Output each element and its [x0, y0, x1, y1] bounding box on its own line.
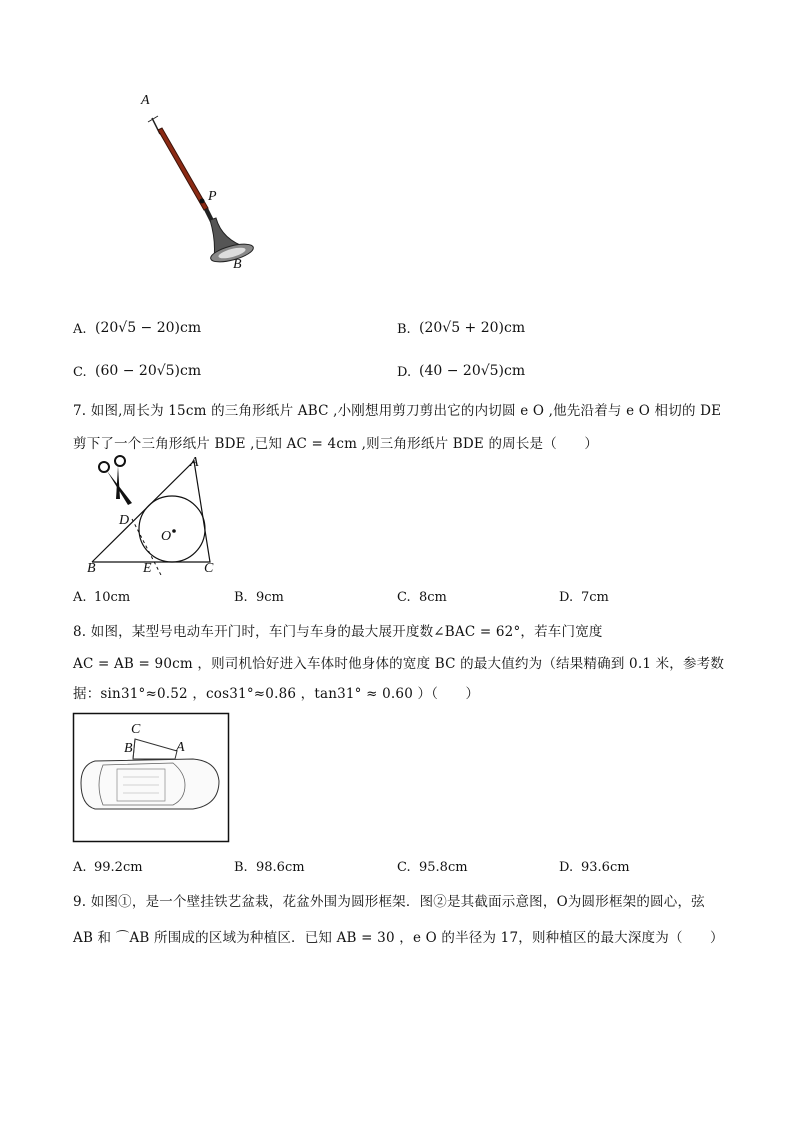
- q8-option-c-key: C.: [397, 860, 411, 875]
- label-a: A: [141, 93, 150, 108]
- q8-label-a: A: [176, 740, 185, 755]
- q7-label-d: D: [119, 513, 130, 528]
- q8-option-a-text: 99.2cm: [94, 860, 143, 875]
- q7-option-b-text: 9cm: [256, 590, 284, 605]
- q7-label-a: A: [190, 455, 199, 470]
- q9-stem-line2: AB 和 ⌒AB 所围成的区域为种植区．已知 AB = 30 ，e O 的半径为 17，则种植区的最大深度为（ ）: [73, 930, 724, 946]
- q7-label-e: E: [143, 561, 152, 576]
- q7-option-a-text: 10cm: [94, 590, 131, 605]
- q6-option-a-key: A.: [73, 322, 87, 337]
- q8-option-d-key: D.: [559, 860, 574, 875]
- q6-option-d-key: D.: [397, 365, 412, 380]
- q6-option-b-text: (20√5 + 20)cm: [419, 320, 526, 336]
- label-p: P: [208, 189, 217, 204]
- q8-stem-line1: 8. 如图，某型号电动车开门时，车门与车身的最大展开度数∠BAC = 62°，若车门宽度: [73, 624, 603, 640]
- q7-stem-line1: 7. 如图,周长为 15cm 的三角形纸片 ABC ,小刚想用剪刀剪出它的内切圆 e O ,他先沿着与 e O 相切的 DE: [73, 403, 722, 419]
- q8-option-a-key: A.: [73, 860, 87, 875]
- q6-option-d-text: (40 − 20√5)cm: [419, 363, 526, 379]
- q8-label-c: C: [131, 722, 141, 737]
- q7-label-o: O: [161, 529, 172, 544]
- q8-stem-line3: 据：sin31°≈0.52 ，cos31°≈0.86 ，tan31° ≈ 0.60 ）（ ）: [73, 686, 480, 702]
- q8-stem-line2: AC = AB = 90cm ，则司机恰好进入车体时他身体的宽度 BC 的最大值约为（结果精确到 0.1 米，参考数: [73, 656, 725, 672]
- q7-label-b: B: [87, 561, 96, 576]
- label-b: B: [233, 257, 242, 272]
- q7-option-d-text: 7cm: [581, 590, 609, 605]
- q8-option-b-key: B.: [234, 860, 248, 875]
- q8-car-figure: [73, 713, 229, 842]
- q8-option-b-text: 98.6cm: [256, 860, 305, 875]
- q7-option-c-key: C.: [397, 590, 411, 605]
- q6-option-a-text: (20√5 − 20)cm: [95, 320, 202, 336]
- suona-figure: [130, 90, 270, 280]
- q7-stem-line2: 剪下了一个三角形纸片 BDE ,已知 AC = 4cm ,则三角形纸片 BDE 的周长是（ ）: [73, 436, 599, 452]
- q7-option-b-key: B.: [234, 590, 248, 605]
- q6-option-b-key: B.: [397, 322, 411, 337]
- q7-triangle-figure: [90, 455, 220, 580]
- q7-option-c-text: 8cm: [419, 590, 447, 605]
- q7-option-d-key: D.: [559, 590, 574, 605]
- q7-label-c: C: [204, 561, 214, 576]
- q6-option-c-key: C.: [73, 365, 87, 380]
- q8-option-c-text: 95.8cm: [419, 860, 468, 875]
- q8-option-d-text: 93.6cm: [581, 860, 630, 875]
- q9-stem-line1: 9. 如图①，是一个壁挂铁艺盆栽，花盆外围为圆形框架．图②是其截面示意图，O为圆形框架的圆心，弦: [73, 894, 705, 910]
- q7-option-a-key: A.: [73, 590, 87, 605]
- q6-option-c-text: (60 − 20√5)cm: [95, 363, 202, 379]
- q8-label-b: B: [124, 741, 133, 756]
